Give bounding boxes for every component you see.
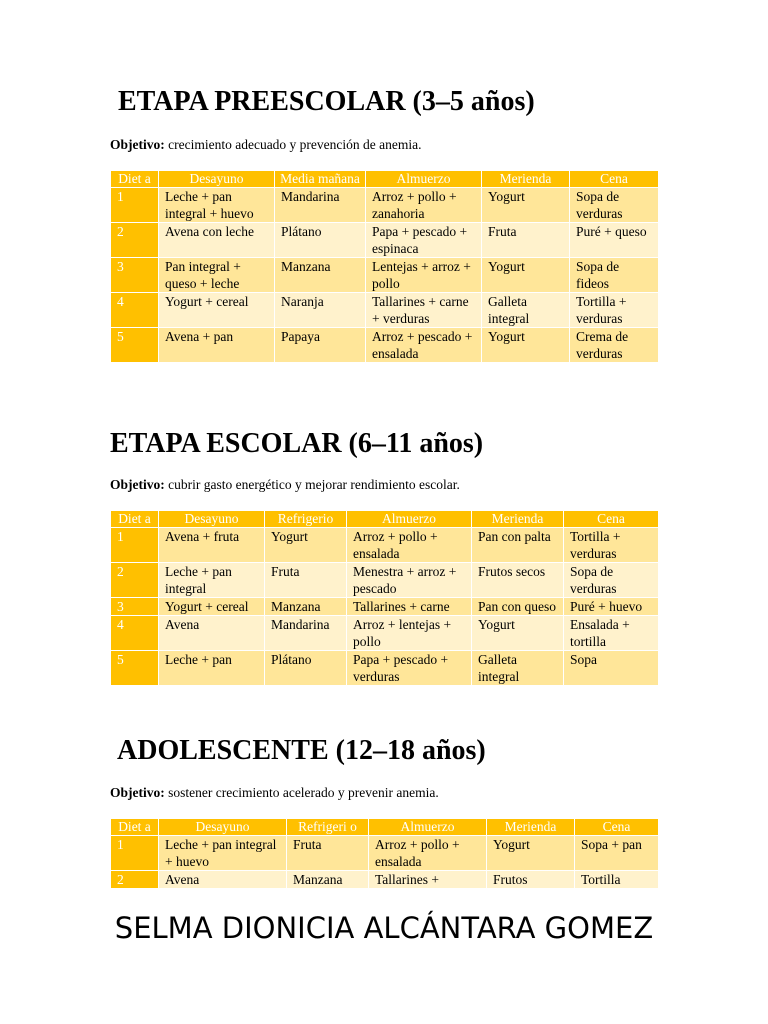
diet-number-cell: 4 [111, 293, 159, 328]
table-cell: Frutos secos [472, 563, 564, 598]
table-cell: Galleta integral [472, 651, 564, 686]
column-header: Desayuno [159, 511, 265, 528]
table-cell: Sopa [564, 651, 659, 686]
diet-number-cell: 1 [111, 528, 159, 563]
table-cell: Tallarines + carne + verduras [366, 293, 482, 328]
table-row [111, 223, 659, 258]
section-title: ADOLESCENTE (12–18 años) [117, 735, 486, 766]
diet-table-adolescente [110, 818, 658, 889]
table-cell: Manzana [265, 598, 347, 616]
table-cell: Arroz + pollo + ensalada [347, 528, 472, 563]
table-cell: Yogurt [487, 836, 575, 871]
diet-number-cell: 2 [111, 871, 159, 889]
diet-number-cell: 1 [111, 836, 159, 871]
table-cell: Arroz + pollo + ensalada [369, 836, 487, 871]
table-cell: Avena [159, 616, 265, 651]
column-header: Almuerzo [347, 511, 472, 528]
column-header: Desayuno [159, 171, 275, 188]
section-title: ETAPA ESCOLAR (6–11 años) [110, 428, 484, 459]
objective-value: crecimiento adecuado y prevención de anemia. [164, 137, 422, 152]
table-cell: Leche + pan [159, 651, 265, 686]
table-header-row [111, 511, 659, 528]
table-cell: Arroz + pescado + ensalada [366, 328, 482, 363]
column-header: Refrigeri o [287, 819, 369, 836]
column-header: Merienda [487, 819, 575, 836]
section-title: ETAPA PREESCOLAR (3–5 años) [118, 86, 535, 117]
table-cell: Sopa de fideos [570, 258, 659, 293]
table-cell: Avena con leche [159, 223, 275, 258]
diet-table-adolescente-clip [110, 818, 658, 904]
table-cell: Leche + pan integral [159, 563, 265, 598]
table-cell: Papa + pescado + espinaca [366, 223, 482, 258]
table-row [111, 258, 659, 293]
table-cell: Yogurt [482, 188, 570, 223]
table-cell: Puré + queso [570, 223, 659, 258]
table-cell: Tortilla [575, 871, 659, 889]
table-cell: Leche + pan integral + huevo [159, 188, 275, 223]
diet-number-cell: 2 [111, 563, 159, 598]
table-cell: Sopa de verduras [564, 563, 659, 598]
table-cell: Manzana [275, 258, 366, 293]
table-cell: Yogurt + cereal [159, 598, 265, 616]
diet-number-cell: 3 [111, 258, 159, 293]
objective-label: Objetivo: [110, 785, 165, 800]
objective-value: sostener crecimiento acelerado y prevenir anemia. [164, 785, 439, 800]
table-row [111, 293, 659, 328]
column-header: Merienda [472, 511, 564, 528]
table-row [111, 328, 659, 363]
objective-value: cubrir gasto energético y mejorar rendimiento escolar. [164, 477, 460, 492]
table-row [111, 616, 659, 651]
table-row [111, 651, 659, 686]
diet-table-preescolar [110, 170, 659, 363]
table-cell: Puré + huevo [564, 598, 659, 616]
table-cell: Mandarina [265, 616, 347, 651]
table-row [111, 563, 659, 598]
table-cell: Plátano [275, 223, 366, 258]
table-row [111, 836, 659, 871]
column-header: Cena [575, 819, 659, 836]
table-cell: Tortilla + verduras [570, 293, 659, 328]
table-cell: Fruta [287, 836, 369, 871]
table-cell: Menestra + arroz + pescado [347, 563, 472, 598]
table-cell: Pan con palta [472, 528, 564, 563]
column-header: Almuerzo [369, 819, 487, 836]
objective-label: Objetivo: [110, 477, 165, 492]
column-header: Cena [570, 171, 659, 188]
column-header: Media mañana [275, 171, 366, 188]
diet-number-cell: 4 [111, 616, 159, 651]
objective-text [110, 137, 422, 153]
table-cell: Pan con queso [472, 598, 564, 616]
table-cell: Tallarines + carne [347, 598, 472, 616]
table-cell: Galleta integral [482, 293, 570, 328]
diet-number-cell: 5 [111, 651, 159, 686]
table-cell: Arroz + pollo + zanahoria [366, 188, 482, 223]
column-header: Diet a [111, 171, 159, 188]
table-cell: Yogurt [265, 528, 347, 563]
table-cell: Avena [159, 871, 287, 889]
diet-number-cell: 5 [111, 328, 159, 363]
column-header: Diet a [111, 819, 159, 836]
table-cell: Ensalada + tortilla [564, 616, 659, 651]
table-cell: Yogurt [482, 258, 570, 293]
column-header: Diet a [111, 511, 159, 528]
table-cell: Papa + pescado + verduras [347, 651, 472, 686]
table-cell: Yogurt [482, 328, 570, 363]
table-header-row [111, 171, 659, 188]
table-cell: Naranja [275, 293, 366, 328]
table-cell: Arroz + lentejas + pollo [347, 616, 472, 651]
column-header: Refrigerio [265, 511, 347, 528]
column-header: Merienda [482, 171, 570, 188]
table-cell: Fruta [482, 223, 570, 258]
table-cell: Avena + pan [159, 328, 275, 363]
table-cell: Yogurt [472, 616, 564, 651]
objective-label: Objetivo: [110, 137, 165, 152]
table-row [111, 598, 659, 616]
table-row [111, 871, 659, 889]
table-cell: Plátano [265, 651, 347, 686]
diet-number-cell: 2 [111, 223, 159, 258]
table-cell: Papaya [275, 328, 366, 363]
table-cell: Mandarina [275, 188, 366, 223]
column-header: Cena [564, 511, 659, 528]
table-cell: Tortilla + verduras [564, 528, 659, 563]
table-cell: Pan integral + queso + leche [159, 258, 275, 293]
table-cell: Sopa + pan [575, 836, 659, 871]
diet-number-cell: 1 [111, 188, 159, 223]
diet-table-escolar [110, 510, 659, 686]
table-cell: Frutos [487, 871, 575, 889]
table-cell: Crema de verduras [570, 328, 659, 363]
table-cell: Manzana [287, 871, 369, 889]
column-header: Almuerzo [366, 171, 482, 188]
table-cell: Fruta [265, 563, 347, 598]
table-row [111, 528, 659, 563]
table-cell: Tallarines + [369, 871, 487, 889]
objective-text [110, 477, 460, 493]
table-cell: Sopa de verduras [570, 188, 659, 223]
column-header: Desayuno [159, 819, 287, 836]
diet-number-cell: 3 [111, 598, 159, 616]
table-cell: Lentejas + arroz + pollo [366, 258, 482, 293]
table-row [111, 188, 659, 223]
table-header-row [111, 819, 659, 836]
author-name: SELMA DIONICIA ALCÁNTARA GOMEZ [114, 911, 654, 945]
table-cell: Leche + pan integral + huevo [159, 836, 287, 871]
table-cell: Avena + fruta [159, 528, 265, 563]
objective-text [110, 785, 439, 801]
table-cell: Yogurt + cereal [159, 293, 275, 328]
